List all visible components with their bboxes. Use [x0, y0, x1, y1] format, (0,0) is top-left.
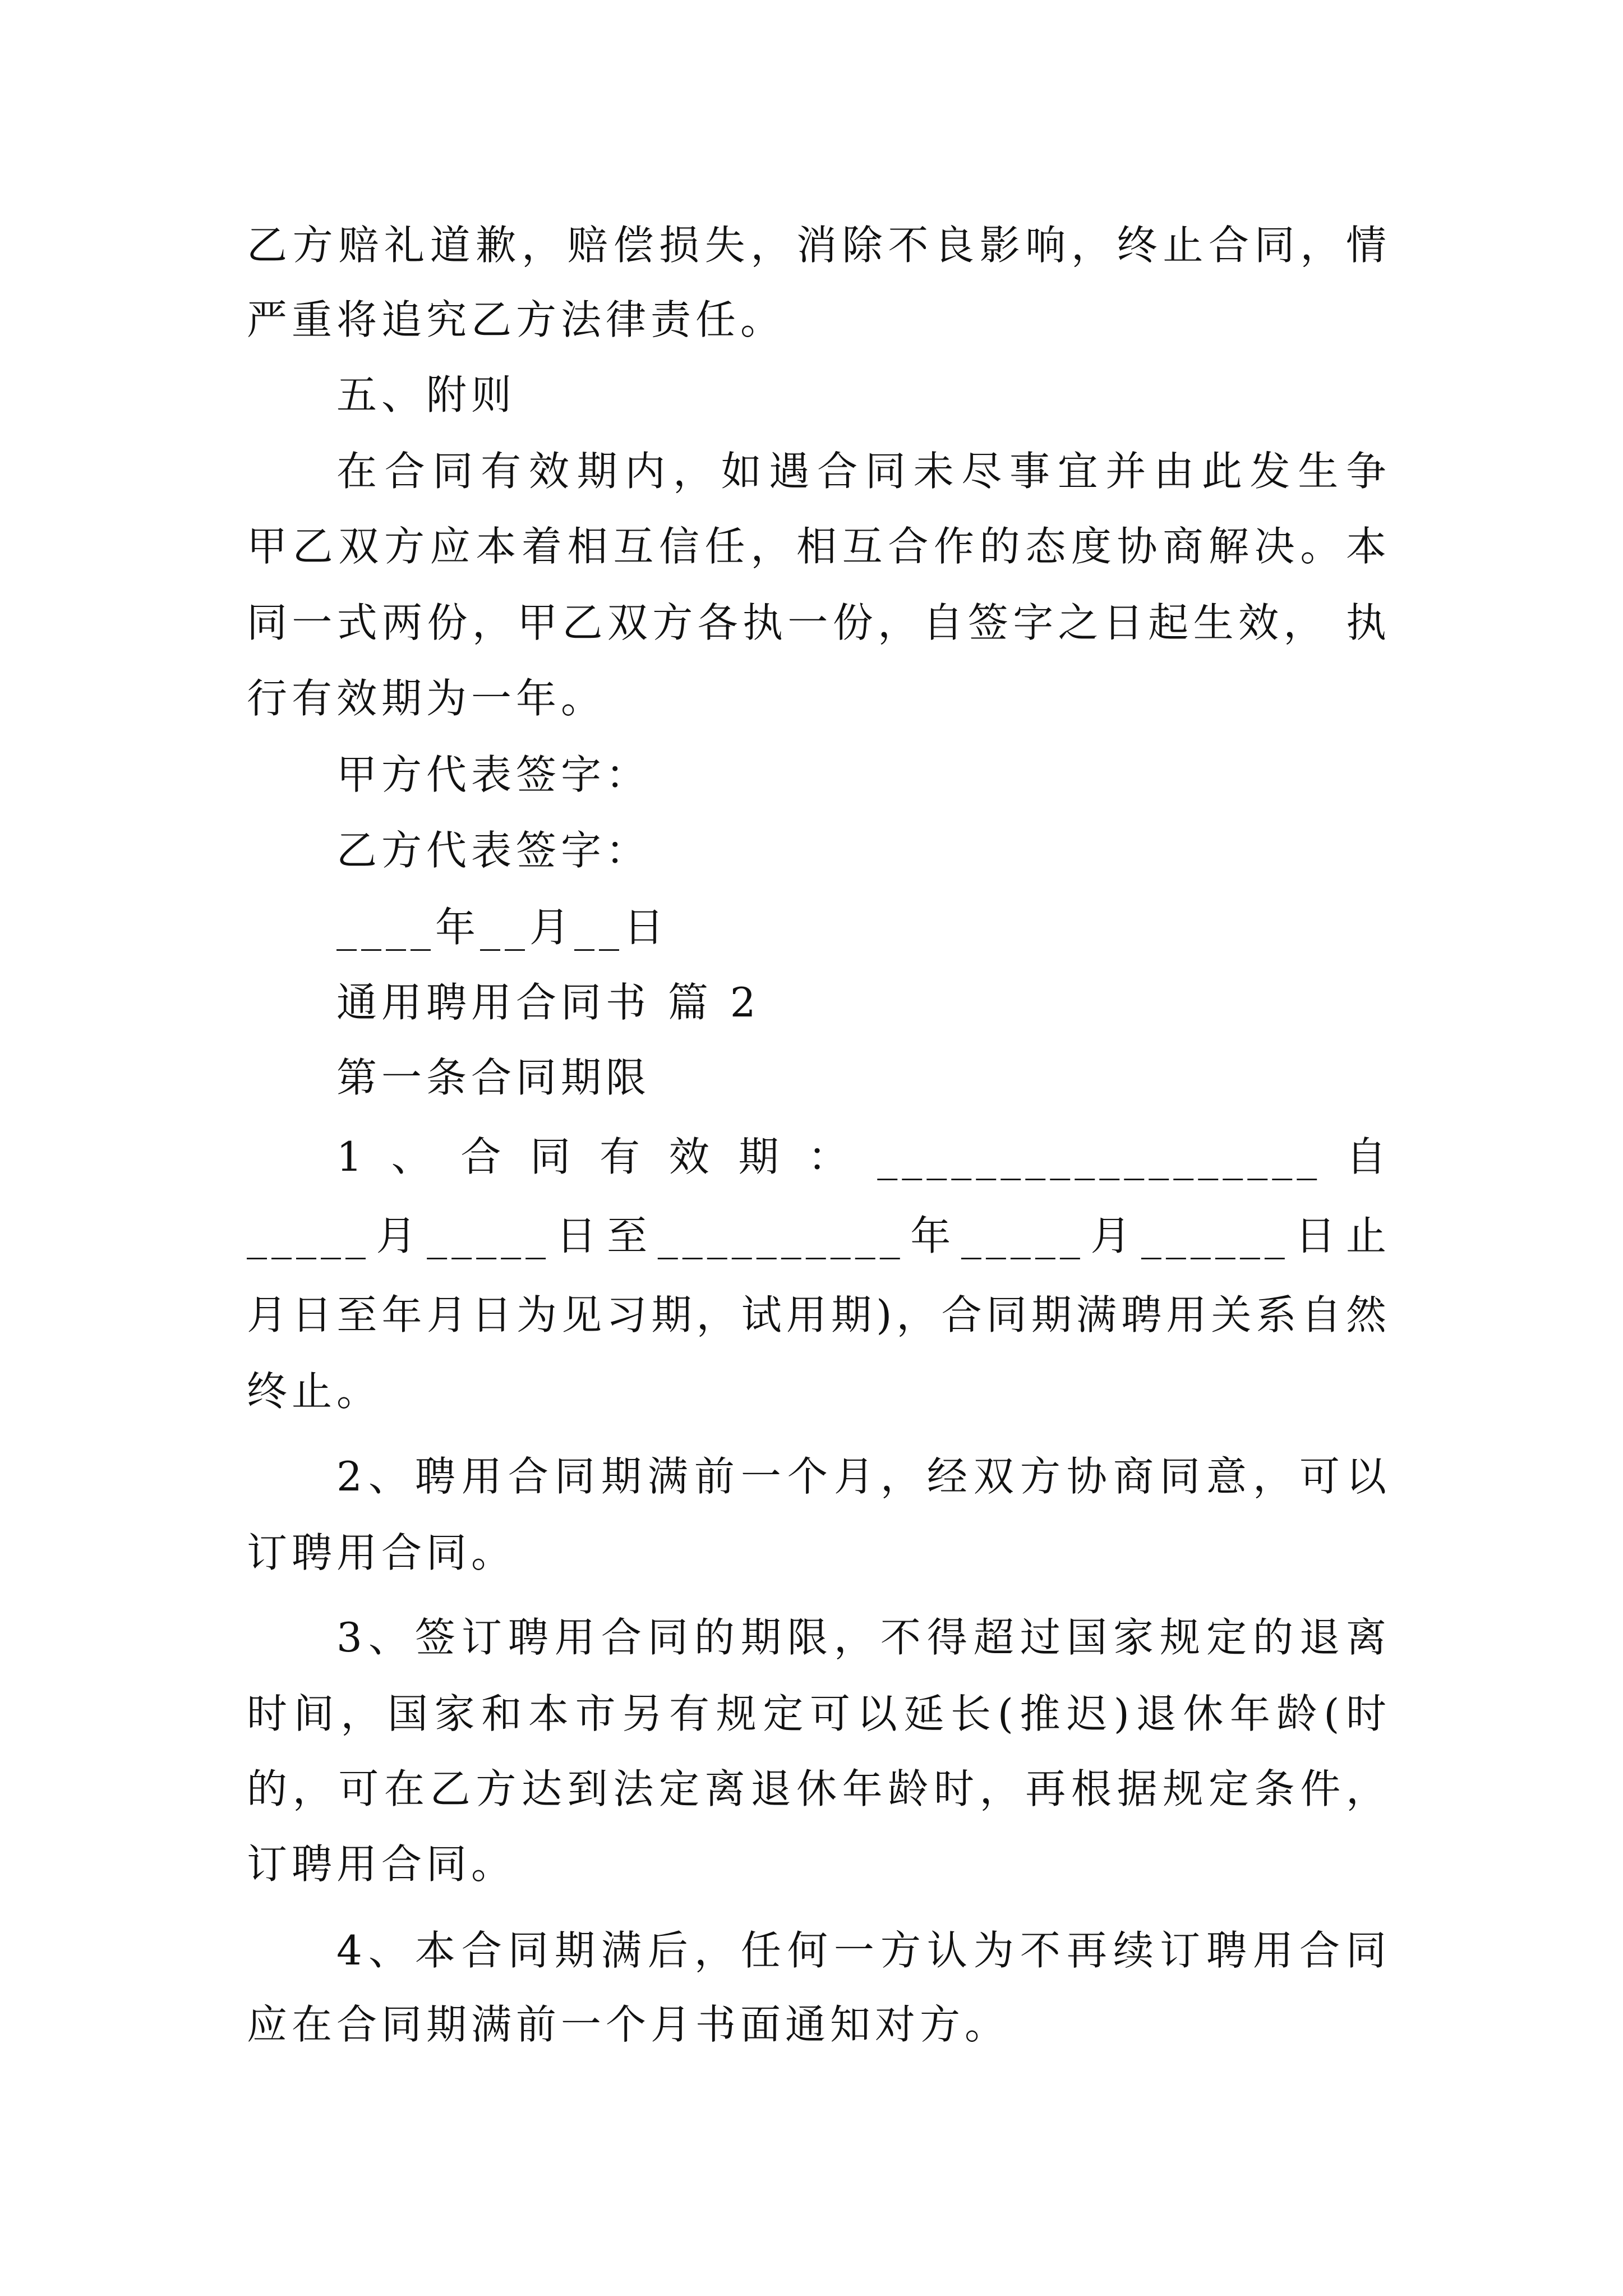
text-line: 订聘用合同。	[247, 1529, 517, 1576]
text-line: _____月_____日至__________年_____月______日止	[247, 1212, 1391, 1259]
text-line: 行有效期为一年。	[247, 675, 606, 722]
signature-line-party-a: 甲方代表签字：	[336, 751, 651, 798]
signature-line-party-b: 乙方代表签字：	[336, 827, 651, 874]
text-line: 甲乙双方应本着相互信任，相互合作的态度协商解决。本	[247, 523, 1391, 570]
text-line: 在合同有效期内，如遇合同未尽事宜并由此发生争	[336, 448, 1391, 495]
text-line: 终止。	[247, 1368, 382, 1415]
text-line: 3、签订聘用合同的期限，不得超过国家规定的退离	[336, 1614, 1391, 1661]
text-line: 月日至年月日为见习期，试用期)，合同期满聘用关系自然	[247, 1291, 1391, 1338]
section-heading: 五、附则	[336, 371, 517, 418]
article-heading: 第一条合同期限	[336, 1054, 651, 1101]
text-line: 乙方赔礼道歉，赔偿损失，消除不良影响，终止合同，情	[247, 222, 1391, 269]
text-line: 4、本合同期满后，任何一方认为不再续订聘用合同	[336, 1927, 1391, 1974]
text-line: 时间，国家和本市另有规定可以延长(推迟)退休年龄(时	[247, 1690, 1391, 1737]
text-line: 的，可在乙方达到法定离退休年龄时，再根据规定条件，	[247, 1765, 1391, 1812]
text-line: 2、聘用合同期满前一个月，经双方协商同意，可以	[336, 1453, 1391, 1500]
section-title: 通用聘用合同书 篇 2	[336, 979, 760, 1026]
text-line: 应在合同期满前一个月书面通知对方。	[247, 2001, 1010, 2048]
date-line: ____年__月__日	[336, 904, 669, 951]
text-line: 同一式两份，甲乙双方各执一份，自签字之日起生效， 执	[247, 599, 1391, 646]
text-line: 1、合同有效期：__________________自	[336, 1133, 1391, 1180]
text-line: 严重将追究乙方法律责任。	[247, 296, 786, 343]
text-line: 订聘用合同。	[247, 1841, 517, 1888]
